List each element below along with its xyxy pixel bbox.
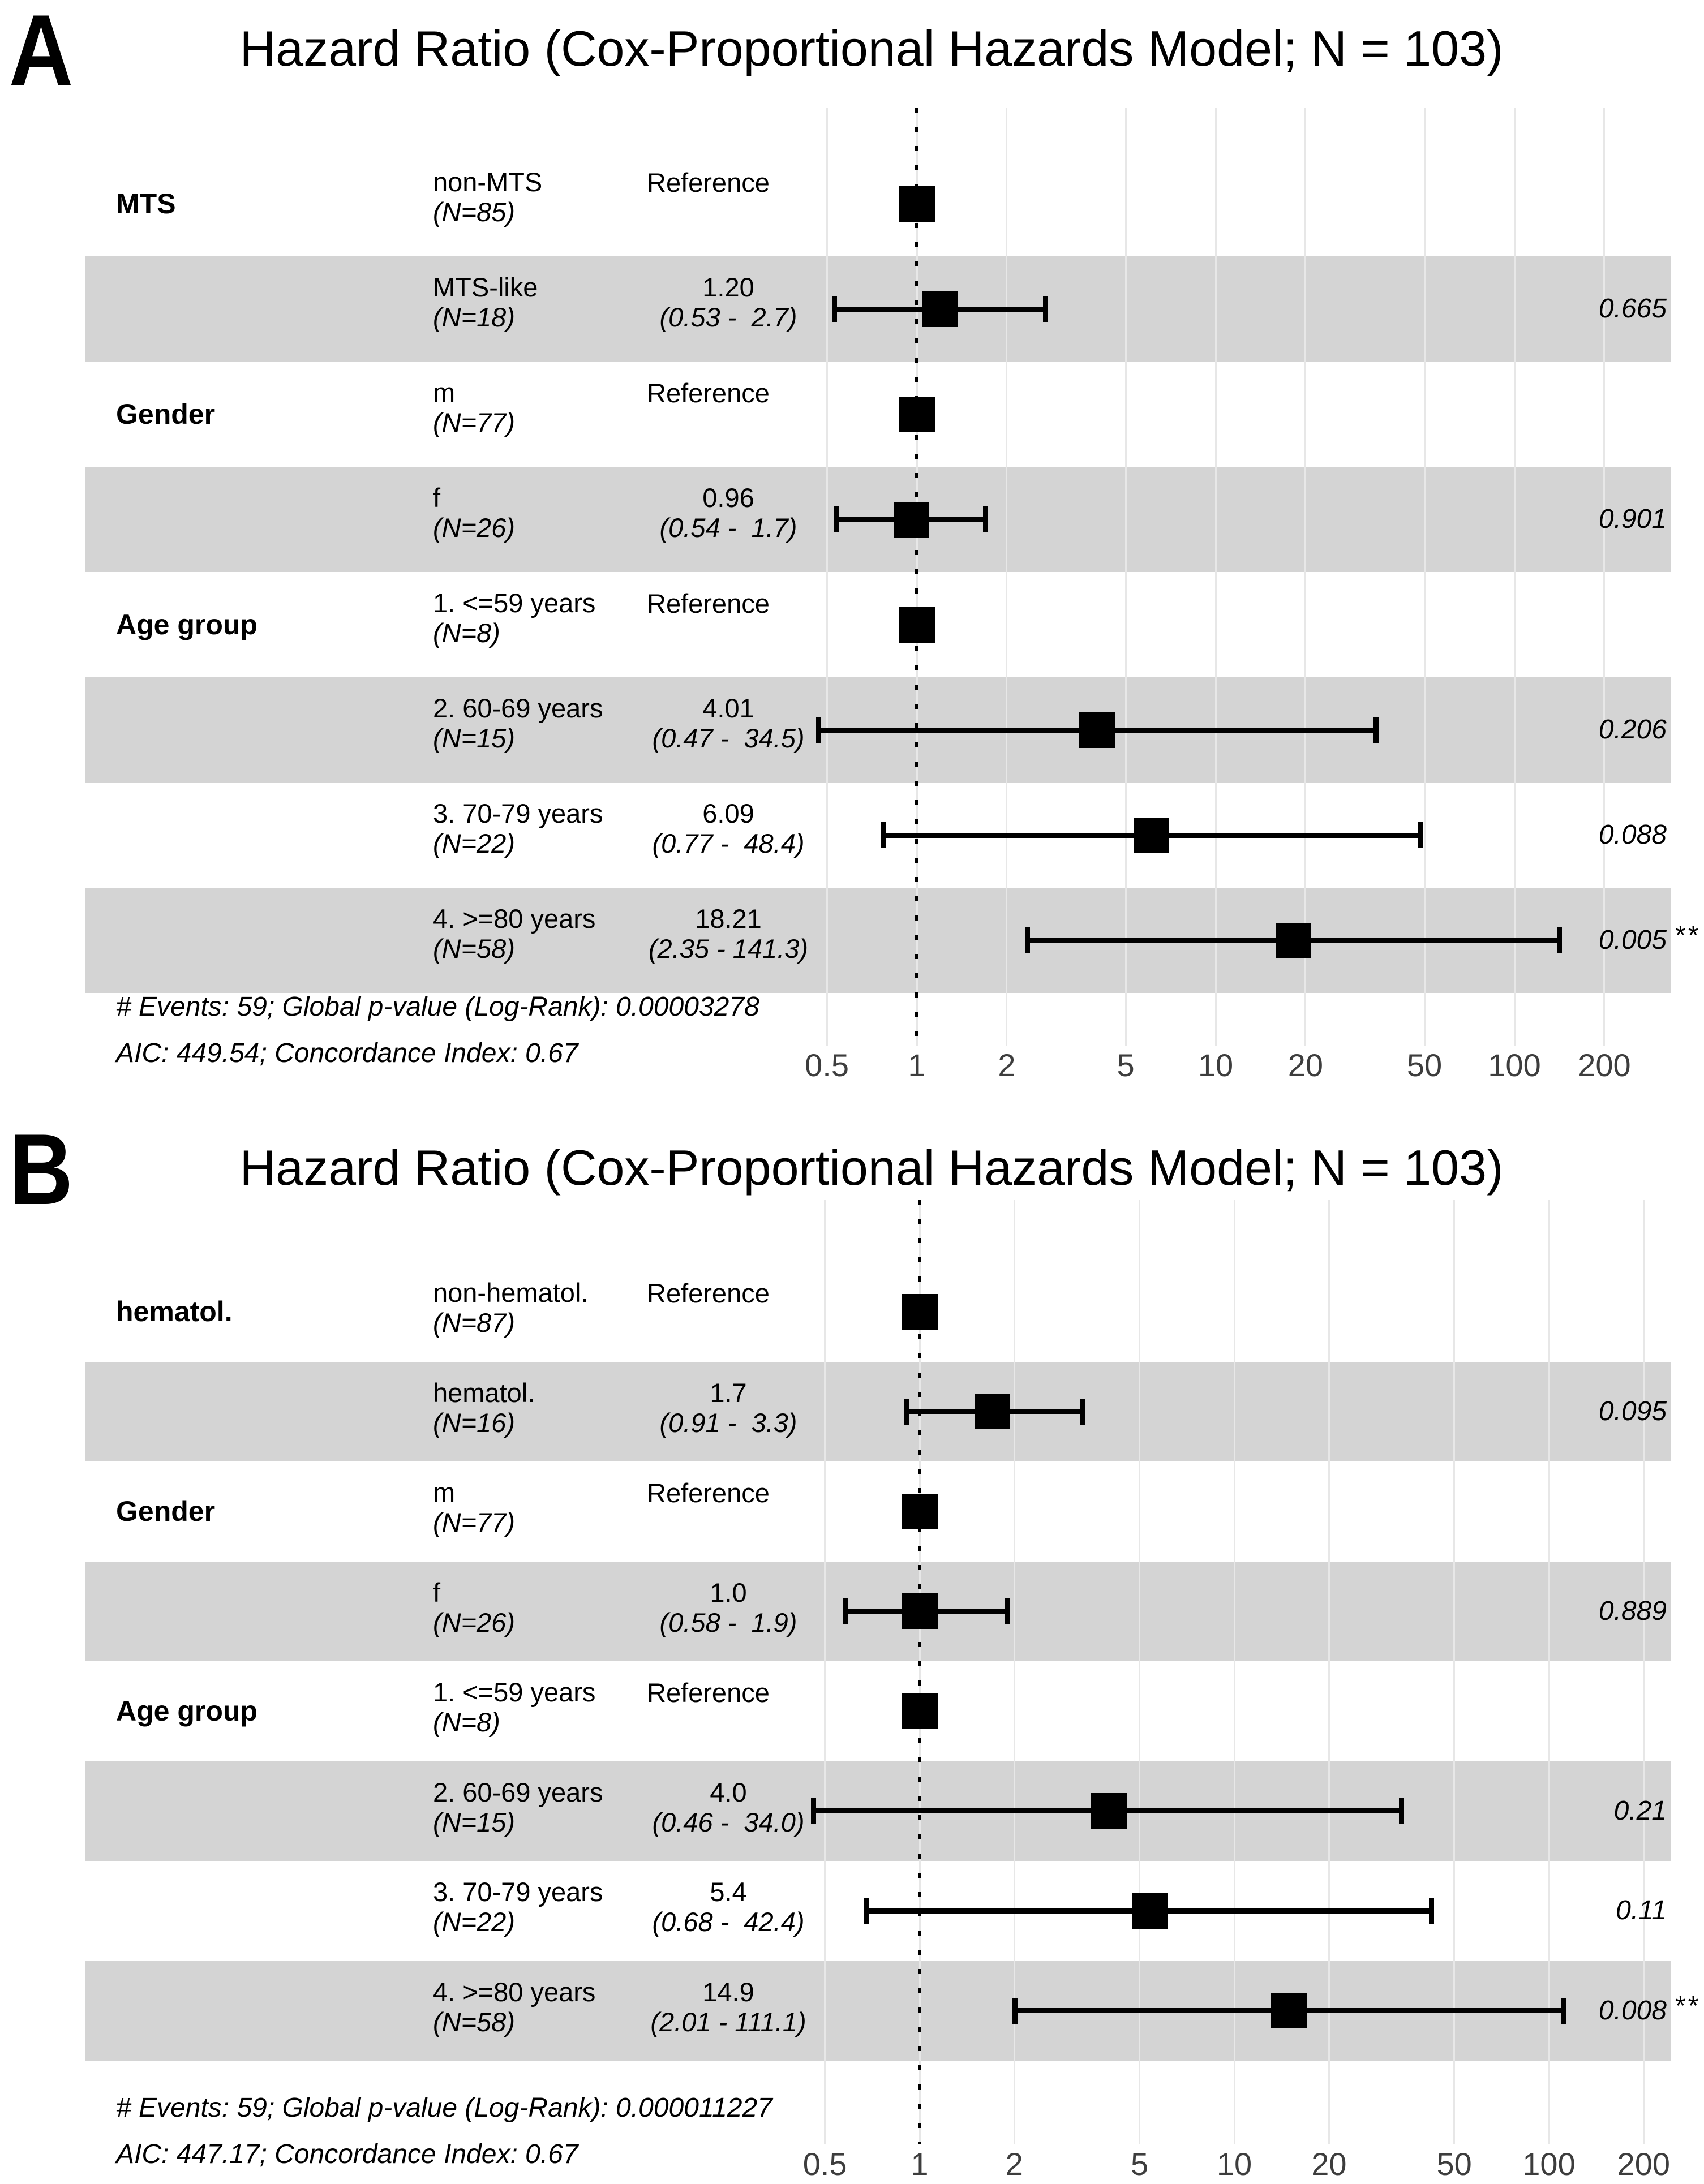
level-name: MTS-like — [433, 272, 538, 302]
row-p-value: 0.206 — [1598, 715, 1667, 745]
ci-cap-low — [881, 822, 886, 848]
footnote-aic: AIC: 447.17; Concordance Index: 0.67 — [116, 2139, 578, 2169]
level-n-count: (N=77) — [433, 407, 515, 437]
forest-square — [902, 1593, 938, 1629]
row-p-value: 0.11 — [1616, 1895, 1667, 1926]
row-p-value: 0.21 — [1613, 1795, 1667, 1826]
forest-square — [894, 502, 929, 538]
gridline — [1453, 1200, 1455, 2144]
level-name: 2. 60-69 years — [433, 1777, 603, 1807]
estimate-value: 4.0 — [710, 1777, 747, 1807]
row-level-label — [433, 167, 542, 227]
estimate-value: 1.20 — [702, 272, 754, 302]
chart-title: Hazard Ratio (Cox-Proportional Hazards Model; N = 103) — [239, 1140, 1504, 1196]
row-p-value: 0.008 — [1598, 1995, 1667, 2026]
level-n-count: (N=18) — [433, 302, 515, 332]
axis-tick-label: 50 — [1436, 2146, 1472, 2182]
estimate-value: 1.0 — [710, 1577, 747, 1607]
estimate-value: 4.01 — [702, 693, 754, 723]
row-estimate — [595, 272, 861, 332]
chart-title: Hazard Ratio (Cox-Proportional Hazards Model; N = 103) — [239, 20, 1504, 76]
ci-cap-low — [864, 1898, 869, 1924]
row-p-value: 0.889 — [1598, 1596, 1667, 1626]
axis-tick-label: 20 — [1287, 1047, 1324, 1083]
forest-square-reference — [899, 607, 935, 643]
row-estimate-reference: Reference — [647, 1678, 770, 1708]
estimate-ci: (0.58 - 1.9) — [659, 1607, 797, 1637]
level-n-count: (N=22) — [433, 1907, 515, 1937]
axis-tick-label: 10 — [1216, 2146, 1252, 2182]
estimate-value: 5.4 — [710, 1877, 747, 1907]
row-level-label — [433, 1378, 535, 1438]
level-n-count: (N=8) — [433, 1707, 500, 1737]
axis-tick-label: 1 — [908, 1047, 926, 1083]
axis-tick-label: 0.5 — [802, 2146, 847, 2182]
estimate-value: 0.96 — [702, 483, 754, 513]
row-level-label — [433, 377, 515, 437]
row-estimate-reference: Reference — [647, 167, 770, 197]
row-level-label — [433, 1777, 603, 1837]
estimate-ci: (2.35 - 141.3) — [648, 934, 809, 964]
gridline — [1514, 108, 1516, 1046]
row-estimate — [595, 693, 861, 753]
level-n-count: (N=16) — [433, 1407, 515, 1438]
row-band — [85, 1362, 1671, 1462]
row-estimate-reference: Reference — [647, 1278, 770, 1308]
row-level-label — [433, 693, 603, 753]
ci-cap-high — [983, 506, 988, 532]
row-estimate-reference: Reference — [647, 588, 770, 618]
level-name: 1. <=59 years — [433, 588, 596, 618]
forest-square-reference — [899, 397, 935, 432]
level-n-count: (N=15) — [433, 1807, 515, 1837]
estimate-ci: (0.68 - 42.4) — [652, 1907, 805, 1937]
row-level-label — [433, 1877, 603, 1937]
level-name: 4. >=80 years — [433, 904, 596, 934]
estimate-ci: (0.53 - 2.7) — [659, 302, 797, 332]
gridline — [1304, 108, 1306, 1046]
forest-square-reference — [902, 1494, 938, 1529]
estimate-value: 18.21 — [695, 904, 762, 934]
axis-tick-label: 100 — [1488, 1047, 1541, 1083]
row-group-label: hematol. — [116, 1296, 233, 1328]
footnote-events: # Events: 59; Global p-value (Log-Rank): 0.000011227 — [116, 2093, 772, 2123]
row-level-label — [433, 588, 595, 648]
row-estimate — [595, 483, 861, 543]
row-estimate — [595, 1577, 861, 1637]
ci-cap-high — [1373, 717, 1379, 743]
ci-cap-high — [1005, 1598, 1010, 1624]
row-p-value: 0.901 — [1598, 504, 1667, 534]
forest-square — [1271, 1993, 1307, 2028]
row-estimate-reference: Reference — [647, 378, 770, 408]
axis-tick-label: 10 — [1197, 1047, 1234, 1083]
row-estimate — [595, 1977, 861, 2037]
level-name: 4. >=80 years — [433, 1976, 596, 2007]
level-n-count: (N=85) — [433, 197, 515, 227]
gridline — [1234, 1200, 1235, 2144]
estimate-ci: (0.47 - 34.5) — [652, 723, 805, 753]
row-level-label — [433, 904, 595, 964]
level-n-count: (N=22) — [433, 828, 515, 858]
gridline — [1328, 1200, 1330, 2144]
axis-tick-label: 100 — [1522, 2146, 1576, 2182]
ci-cap-low — [816, 717, 821, 743]
row-estimate — [595, 1378, 861, 1438]
axis-tick-label: 50 — [1406, 1047, 1443, 1083]
forest-square-reference — [899, 186, 935, 222]
row-estimate-reference: Reference — [647, 1478, 770, 1508]
level-n-count: (N=26) — [433, 513, 515, 543]
panel-letter: A — [9, 0, 70, 106]
ci-cap-high — [1043, 296, 1048, 322]
panel-letter: B — [9, 1113, 70, 1226]
panel-B — [0, 1092, 1704, 2184]
level-name: m — [433, 377, 456, 407]
axis-tick-label: 5 — [1117, 1047, 1135, 1083]
estimate-value: 6.09 — [702, 798, 754, 828]
axis-tick-label: 2 — [1005, 2146, 1023, 2182]
gridline — [1139, 1200, 1140, 2144]
forest-square — [922, 291, 958, 327]
level-name: f — [433, 483, 441, 513]
forest-square — [1079, 712, 1115, 748]
axis-tick-label: 0.5 — [805, 1047, 849, 1083]
level-name: 2. 60-69 years — [433, 693, 603, 723]
row-level-label — [433, 1977, 595, 2037]
estimate-ci: (0.54 - 1.7) — [659, 513, 797, 543]
level-name: non-hematol. — [433, 1278, 589, 1308]
row-group-label: Gender — [116, 398, 216, 430]
level-name: 3. 70-79 years — [433, 1877, 603, 1907]
row-level-label — [433, 1477, 515, 1537]
row-estimate — [595, 798, 861, 858]
forest-square — [1132, 1893, 1168, 1929]
row-group-label: Age group — [116, 609, 257, 640]
ci-cap-low — [832, 296, 837, 322]
ci-cap-low — [1025, 927, 1030, 953]
row-level-label — [433, 1278, 588, 1338]
row-group-label: Gender — [116, 1495, 216, 1528]
forest-square-reference — [902, 1693, 938, 1729]
ci-cap-low — [904, 1399, 909, 1425]
level-n-count: (N=58) — [433, 2006, 515, 2037]
row-p-value: 0.005 — [1598, 925, 1667, 955]
row-significance-marker: ** — [1674, 1990, 1700, 2021]
axis-tick-label: 1 — [911, 2146, 929, 2182]
row-level-label — [433, 272, 538, 332]
level-name: non-MTS — [433, 167, 543, 197]
level-name: m — [433, 1477, 456, 1507]
row-p-value: 0.095 — [1598, 1396, 1667, 1426]
ci-cap-low — [811, 1798, 816, 1824]
level-n-count: (N=87) — [433, 1308, 515, 1338]
estimate-ci: (0.77 - 48.4) — [652, 828, 805, 858]
row-group-label: Age group — [116, 1695, 257, 1727]
row-significance-marker: ** — [1674, 921, 1700, 951]
estimate-ci: (2.01 - 111.1) — [650, 2006, 806, 2037]
ci-cap-high — [1080, 1399, 1085, 1425]
ci-cap-high — [1399, 1798, 1404, 1824]
axis-tick-label: 2 — [998, 1047, 1016, 1083]
row-p-value: 0.665 — [1598, 294, 1667, 324]
row-p-value: 0.088 — [1598, 820, 1667, 850]
estimate-ci: (0.91 - 3.3) — [659, 1407, 797, 1438]
ci-cap-low — [843, 1598, 848, 1624]
level-name: 3. 70-79 years — [433, 798, 603, 828]
gridline — [1215, 108, 1217, 1046]
footnote-events: # Events: 59; Global p-value (Log-Rank): 0.00003278 — [116, 992, 759, 1022]
row-level-label — [433, 483, 515, 543]
ci-cap-low — [834, 506, 839, 532]
gridline — [1424, 108, 1426, 1046]
estimate-value: 1.7 — [710, 1377, 747, 1408]
level-name: 1. <=59 years — [433, 1677, 596, 1707]
gridline — [1125, 108, 1127, 1046]
level-n-count: (N=77) — [433, 1507, 515, 1537]
gridline — [1006, 108, 1007, 1046]
level-name: f — [433, 1577, 441, 1607]
ci-cap-high — [1418, 822, 1423, 848]
axis-tick-label: 200 — [1578, 1047, 1631, 1083]
axis-tick-label: 5 — [1131, 2146, 1149, 2182]
estimate-value: 14.9 — [702, 1976, 754, 2007]
forest-square — [1134, 818, 1169, 853]
footnote-aic: AIC: 449.54; Concordance Index: 0.67 — [116, 1038, 578, 1068]
row-estimate — [595, 904, 861, 964]
level-n-count: (N=58) — [433, 934, 515, 964]
axis-tick-label: 20 — [1311, 2146, 1347, 2182]
level-n-count: (N=26) — [433, 1607, 515, 1637]
ci-cap-low — [1012, 1998, 1018, 2024]
reference-line — [918, 1200, 921, 2144]
ci-cap-high — [1429, 1898, 1434, 1924]
row-estimate — [595, 1777, 861, 1837]
gridline — [1603, 108, 1605, 1046]
estimate-ci: (0.46 - 34.0) — [652, 1807, 805, 1837]
reference-line — [915, 108, 918, 1046]
row-group-label: MTS — [116, 188, 176, 220]
row-estimate — [595, 1877, 861, 1937]
row-level-label — [433, 1677, 595, 1737]
level-n-count: (N=8) — [433, 618, 500, 648]
forest-square — [1091, 1793, 1127, 1829]
forest-square — [975, 1394, 1010, 1429]
row-level-label — [433, 798, 603, 858]
axis-tick-label: 200 — [1617, 2146, 1671, 2182]
forest-square-reference — [902, 1294, 938, 1330]
level-name: hematol. — [433, 1377, 535, 1408]
level-n-count: (N=15) — [433, 723, 515, 753]
row-level-label — [433, 1577, 515, 1637]
forest-square — [1276, 923, 1311, 958]
